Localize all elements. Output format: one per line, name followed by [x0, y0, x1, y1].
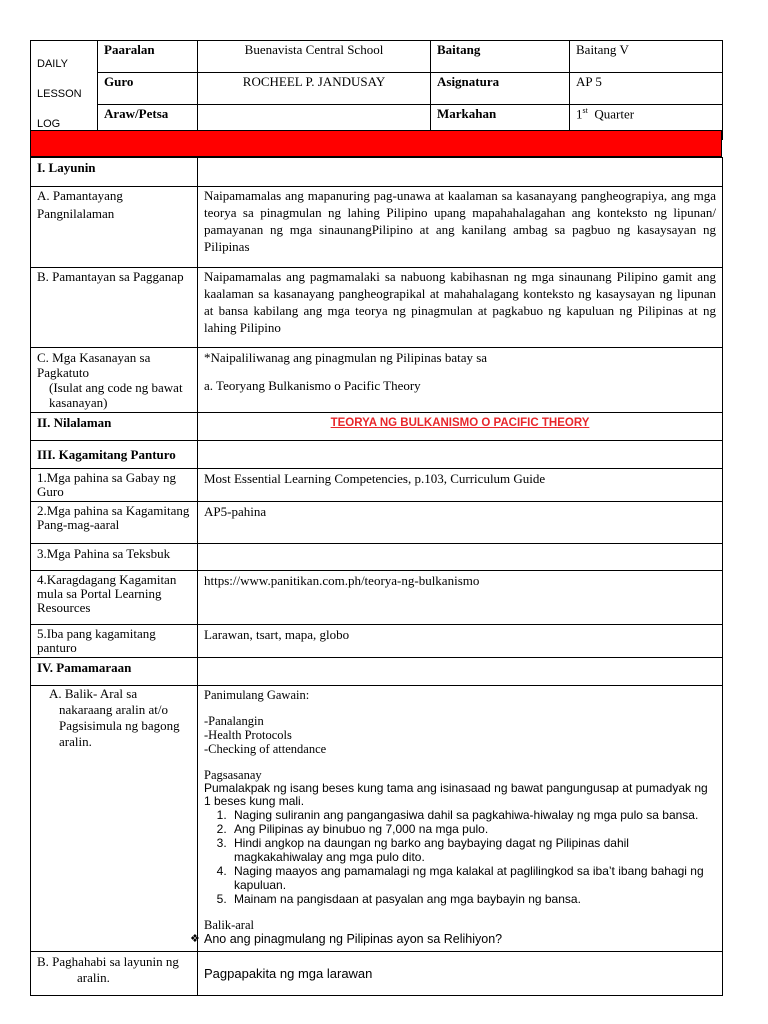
iba-value: Larawan, tsart, mapa, globo	[198, 625, 723, 658]
balik-content	[190, 686, 723, 952]
dll-line-2: LESSON	[37, 88, 82, 100]
layunin-heading: I. Layunin	[31, 158, 198, 187]
question-text: Ano ang pinagmulang ng Pilipinas ayon sa Relihiyon?	[204, 932, 503, 946]
dll-line-3: LOG	[37, 118, 61, 130]
drill-item: 4. Naging maayos ang pamamalagi ng mga kalakal at paglilingkod sa iba’t ibang bahagi ng kapuluan.	[230, 864, 716, 892]
teksbuk-value	[198, 544, 723, 571]
pagganap-label	[31, 268, 198, 348]
red-divider-band	[30, 130, 722, 157]
kasanayan-line-2: a. Teoryang Bulkanismo o Pacific Theory	[204, 378, 421, 393]
paghahabi-label	[31, 952, 198, 996]
school-label: Paaralan	[98, 41, 198, 73]
pagganap-label-text: B. Pamantayan sa Pagganap	[37, 269, 184, 284]
drill-item: 1. Naging suliranin ang pangangasiwa dahil sa pagkahiwa-hiwalay ng mga pulo sa bansa.	[230, 808, 716, 822]
paghahabi-value	[198, 952, 723, 996]
paghahabi-text: Pagpapakita ng mga larawan	[204, 966, 373, 981]
karagdagang-label: 4.Karagdagang Kagamitan mula sa Portal Learning Resources	[31, 571, 198, 625]
grade-value: Baitang V	[570, 41, 723, 73]
grade-label: Baitang	[431, 41, 570, 73]
quarter-suffix: st	[582, 105, 588, 115]
kasanayan-line-1: *Naipaliliwanag ang pinagmulan ng Pilipinas batay sa	[204, 350, 488, 365]
kasanayan-label-line-2: (Isulat ang code ng bawat kasanayan)	[49, 380, 183, 410]
pamamaraan-heading: IV. Pamamaraan	[31, 658, 198, 686]
kagamitan-heading: III. Kagamitang Panturo	[31, 441, 198, 469]
balik-label-line-4: aralin.	[59, 734, 92, 749]
subject-label: Asignatura	[431, 72, 570, 104]
pagsasanay-heading: Pagsasanay	[204, 768, 262, 782]
kagamitang-label: 2.Mga pahina sa Kagamitang Pang-mag-aaral	[31, 502, 198, 544]
panimulang-gawain: Panimulang Gawain:	[204, 688, 310, 702]
balik-aral-heading: Balik-aral	[204, 918, 254, 932]
gabay-value: Most Essential Learning Competencies, p.103, Curriculum Guide	[198, 469, 723, 502]
quarter-text: Quarter	[594, 106, 635, 122]
nilalaman-title: TEORYA NG BULKANISMO O PACIFIC THEORY	[330, 417, 590, 429]
balik-aral-question	[190, 932, 716, 946]
quarter-number: 1	[576, 106, 583, 122]
routine-item: -Panalangin	[204, 714, 264, 728]
paghahabi-label-line-1: B. Paghahabi sa layunin ng	[37, 954, 179, 969]
pamantayang-label	[31, 187, 198, 268]
quarter-label: Markahan	[431, 104, 570, 139]
balik-label-line-3: Pagsisimula ng bagong	[59, 718, 180, 733]
routine-item: -Checking of attendance	[204, 742, 327, 756]
balik-label-line-1: A. Balik- Aral sa	[49, 686, 138, 701]
routine-item: -Health Protocols	[204, 728, 292, 742]
pamamaraan-empty-cell	[198, 658, 723, 686]
drill-item: 5. Mainam na pangisdaan at pasyalan ang mga baybayin ng bansa.	[230, 892, 716, 906]
layunin-empty-cell	[198, 158, 723, 187]
pamantayang-text: Naipamamalas ang mapanuring pag-unawa at kaalaman sa kasanayang pangheograpiya, ang mga teorya sa pinagmulan ng lahing Pilipino upang mapahahalagahan ang konteksto ng lipunan/ pamayanan ng mga sinaunangPilipino at ang kanilang ambag sa pagbuo ng kasaysayan ng Pilipinas	[198, 187, 723, 268]
drill-item: 2. Ang Pilipinas ay binubuo ng 7,000 na mga pulo.	[230, 822, 716, 836]
lesson-table	[30, 157, 723, 996]
subject-value: AP 5	[570, 72, 723, 104]
kagamitang-value: AP5-pahina	[198, 502, 723, 544]
header-table	[30, 40, 723, 140]
nilalaman-title-cell	[198, 413, 723, 441]
kasanayan-label-line-1: C. Mga Kasanayan sa Pagkatuto	[37, 350, 151, 380]
teacher-value: ROCHEEL P. JANDUSAY	[198, 72, 431, 104]
nilalaman-heading: II. Nilalaman	[31, 413, 198, 441]
drill-list	[204, 808, 716, 906]
balik-label-line-2: nakaraang aralin at/o	[59, 702, 168, 717]
gabay-label: 1.Mga pahina sa Gabay ng Guro	[31, 469, 198, 502]
kasanayan-label	[31, 348, 198, 413]
balik-label	[31, 686, 198, 952]
iba-label: 5.Iba pang kagamitang panturo	[31, 625, 198, 658]
drill-item: 3. Hindi angkop na daungan ng barko ang baybaying dagat ng Pilipinas dahil magkakahiwalay ang mga pulo dito.	[230, 836, 716, 864]
kasanayan-text	[198, 348, 723, 413]
date-label: Araw/Petsa	[98, 104, 198, 139]
kagamitan-empty-cell	[198, 441, 723, 469]
karagdagang-value: https://www.panitikan.com.ph/teorya-ng-bulkanismo	[198, 571, 723, 625]
paghahabi-label-line-2: aralin.	[77, 970, 110, 985]
teksbuk-label: 3.Mga Pahina sa Teksbuk	[31, 544, 198, 571]
teacher-label: Guro	[98, 72, 198, 104]
school-value: Buenavista Central School	[198, 41, 431, 73]
pagganap-text: Naipamamalas ang pagmamalaki sa nabuong kabihasnan ng mga sinaunang Pilipino gamit ang kaalaman sa kasanayang pangheograpikal at mahahalagang konteksto ng kasaysayan ng lipunan at bansa kabilang ang mga teorya ng pinagmulan at pagkabuo ng kapuluan ng Pilipinas at ng lahing Pilipino	[198, 268, 723, 348]
pamantayang-label-text: A. Pamantayang Pangnilalaman	[37, 188, 123, 221]
pagsasanay-instruction: Pumalakpak ng isang beses kung tama ang isinasaad ng bawat pangungusap at pumadyak ng 1 beses kung mali.	[204, 781, 708, 808]
diamond-bullet-icon: ❖	[190, 933, 200, 945]
daily-lesson-log-label	[31, 41, 98, 140]
dll-line-1: DAILY	[37, 58, 68, 70]
